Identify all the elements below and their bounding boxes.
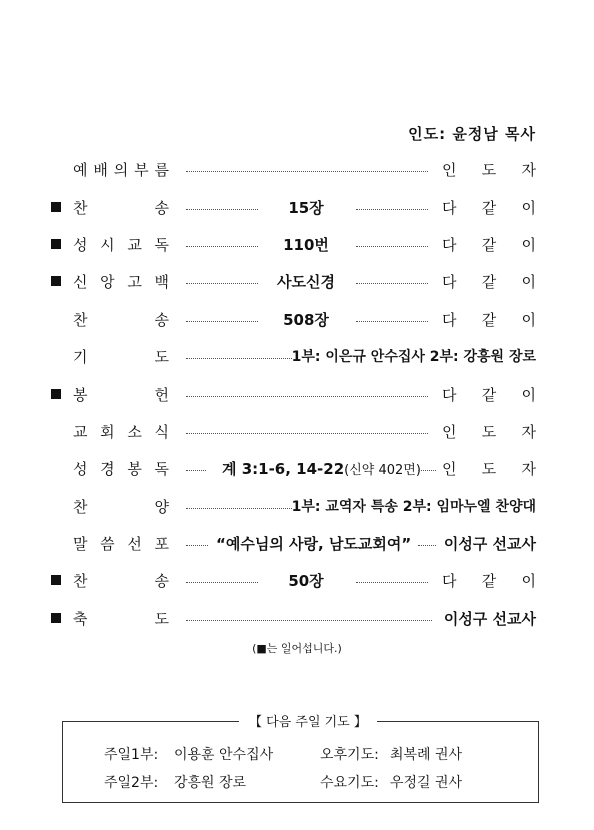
order-content: 1부: 교역자 특송 2부: 임마누엘 찬양대 [291, 499, 536, 515]
order-content: 50장 [288, 571, 324, 590]
order-responder: 다 같 이 [442, 272, 536, 291]
order-row [0, 306, 594, 336]
order-label: 찬 송 [73, 198, 169, 217]
order-responder: 인 도 자 [442, 459, 536, 478]
dot-leader [186, 470, 206, 471]
prayer-entry [320, 772, 462, 792]
leader-name: 인도: 윤정남 목사 [408, 125, 536, 143]
dot-leader [356, 246, 428, 247]
order-responder: 이성구 선교사 [443, 534, 536, 553]
dot-leader [186, 582, 258, 583]
order-label: 교 회 소 식 [73, 422, 169, 441]
prayer-entry-value: 최복례 권사 [390, 747, 463, 763]
order-row [0, 343, 594, 373]
order-content: 사도신경 [277, 272, 335, 291]
order-row [0, 156, 594, 186]
dot-leader [186, 321, 258, 322]
dot-leader [356, 283, 428, 284]
standing-marker [51, 202, 61, 212]
order-row [0, 605, 594, 635]
order-content: 15장 [288, 198, 324, 217]
standing-marker [51, 389, 61, 399]
order-row [0, 194, 594, 224]
order-label: 찬 송 [73, 310, 169, 329]
order-content: 508장 [283, 310, 329, 329]
order-label: 찬 양 [73, 497, 169, 516]
order-row [0, 567, 594, 597]
order-label: 찬 송 [73, 571, 169, 590]
order-row [0, 455, 594, 485]
dot-leader [186, 283, 258, 284]
order-responder: 다 같 이 [442, 385, 536, 404]
next-prayer-title: 【 다음 주일 기도 】 [239, 711, 377, 730]
dot-leader [186, 209, 258, 210]
order-content: 계 3:1-6, 14-22 (신약 402면) [222, 459, 421, 478]
standing-marker [51, 239, 61, 249]
order-label: 기 도 [73, 347, 169, 366]
order-responder: 이성구 선교사 [443, 609, 536, 628]
dot-leader [186, 620, 432, 621]
prayer-entry [320, 744, 462, 764]
dot-leader [356, 582, 428, 583]
standing-marker [51, 575, 61, 585]
dot-leader [356, 209, 428, 210]
dot-leader [186, 396, 428, 397]
standing-marker [51, 276, 61, 286]
prayer-entry-key: 오후기도: [320, 747, 379, 763]
order-row [0, 493, 594, 523]
order-responder: 다 같 이 [442, 571, 536, 590]
standing-note: (■는 일어섭니다.) [252, 642, 342, 655]
dot-leader [186, 358, 292, 359]
order-label: 말 씀 선 포 [73, 534, 169, 553]
order-content: 110번 [283, 235, 329, 254]
order-row [0, 530, 594, 560]
prayer-entry [104, 744, 273, 764]
order-responder: 다 같 이 [442, 235, 536, 254]
order-responder: 인 도 자 [442, 160, 536, 179]
prayer-entry-value: 우정길 권사 [390, 775, 463, 791]
prayer-entry-key: 주일1부: [104, 747, 159, 763]
prayer-entry-key: 주일2부: [104, 775, 159, 791]
order-row [0, 381, 594, 411]
prayer-entry-value: 이용훈 안수집사 [174, 747, 274, 763]
dot-leader [186, 545, 208, 546]
order-row [0, 268, 594, 298]
order-responder: 인 도 자 [442, 422, 536, 441]
order-responder: 다 같 이 [442, 198, 536, 217]
standing-marker [51, 613, 61, 623]
prayer-entry [104, 772, 246, 792]
prayer-entry-key: 수요기도: [320, 775, 379, 791]
order-label: 성 경 봉 독 [73, 459, 169, 478]
order-label: 축 도 [73, 609, 169, 628]
prayer-entry-value: 강흥원 장로 [174, 775, 247, 791]
order-label: 봉 헌 [73, 385, 169, 404]
dot-leader [418, 470, 436, 471]
order-label: 예 배 의 부 름 [73, 160, 169, 179]
order-label: 신 앙 고 백 [73, 272, 169, 291]
dot-leader [186, 508, 292, 509]
dot-leader [418, 545, 436, 546]
order-row [0, 418, 594, 448]
order-content: 1부: 이은규 안수집사 2부: 강흥원 장로 [291, 349, 536, 365]
dot-leader [186, 433, 428, 434]
dot-leader [186, 246, 258, 247]
order-responder: 다 같 이 [442, 310, 536, 329]
order-row [0, 231, 594, 261]
order-content: “예수님의 사랑, 남도교회여” [216, 534, 412, 553]
dot-leader [356, 321, 428, 322]
order-label: 성 시 교 독 [73, 235, 169, 254]
dot-leader [186, 171, 428, 172]
